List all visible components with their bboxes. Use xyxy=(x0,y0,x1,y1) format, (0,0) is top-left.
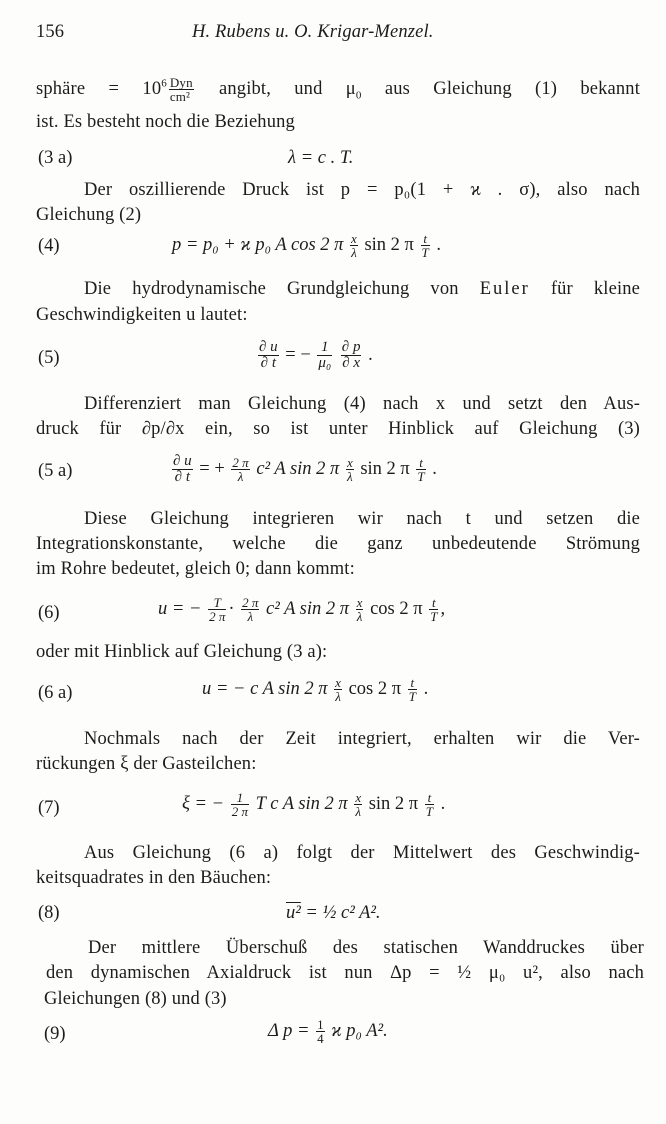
text-line: Diese Gleichung integrieren wir nach t und setzen die xyxy=(84,509,640,529)
text-line: Differenziert man Gleichung (4) nach x und setzt den Aus- xyxy=(84,394,640,414)
text-line: Integrationskonstante, welche die ganz unbedeutende Strömung xyxy=(36,534,640,554)
text-line: rückungen ξ der Gasteilchen: xyxy=(36,754,257,774)
equation-number: (7) xyxy=(38,798,60,818)
text-line: Der oszillierende Druck ist p = p₀(1 + ϰ . σ), also nach xyxy=(84,180,640,200)
text-line: Gleichungen (8) und (3) xyxy=(44,989,227,1009)
text-line: Aus Gleichung (6 a) folgt der Mittelwert des Geschwindig- xyxy=(84,843,640,863)
text-line: Die hydrodynamische Grundgleichung von Euler für kleine xyxy=(84,279,640,299)
equation-number: (6 a) xyxy=(38,683,73,703)
equation-6: u = − $\frac{T}{2 \pi}$ · $\frac{2 \pi}{\lambda}$ c² A sin 2 π $\frac{x}{\lambda}$ cos 2 π $\frac{t}{T}$ , xyxy=(158,595,446,624)
page-header xyxy=(36,20,640,44)
equation-6a: u = − c A sin 2 π $\frac{x}{\lambda}$ cos 2 π $\frac{t}{T}$ . xyxy=(202,675,429,704)
equation-5: $\frac{\partial u}{\partial t}$ = − $\frac{1}{\text{μ₀}}$ $\frac{\partial p}{\partial x}$ . xyxy=(259,339,373,371)
text-line: Nochmals nach der Zeit integriert, erhalten wir die Ver- xyxy=(84,729,640,749)
equation-number: (4) xyxy=(38,236,60,256)
equation-number: (5) xyxy=(38,348,60,368)
text-line: Gleichung (2) xyxy=(36,205,142,225)
unit-fraction: $\frac{\text{Dyn}}{\text{cm²}}$ xyxy=(169,75,193,104)
text-line: im Rohre bedeutet, gleich 0; dann kommt: xyxy=(36,559,355,579)
equation-number: (6) xyxy=(38,603,60,623)
equation-number: (5 a) xyxy=(38,461,73,481)
equation-number: (3 a) xyxy=(38,148,73,168)
equation-3a: λ = c . T. xyxy=(288,148,354,168)
equation-7: ξ = − $\frac{1}{2 \pi}$ T c A sin 2 π $\frac{x}{\lambda}$ sin 2 π $\frac{t}{T}$ . xyxy=(182,790,446,819)
running-title: H. Rubens u. O. Krigar-Menzel. xyxy=(192,22,434,42)
text-line: keitsquadrates in den Bäuchen: xyxy=(36,868,272,888)
text-line: sphäre = $10^6$ $\frac{\text{Dyn}}{\text{cm²}}$ angibt, und $\mu_0$ aus Gleichung (1) bekannt xyxy=(36,75,641,104)
equation-number: (8) xyxy=(38,903,60,923)
page-number: 156 xyxy=(36,22,65,42)
equation-8: u² = ½ c² A². xyxy=(286,903,381,923)
text-line: Geschwindigkeiten u lautet: xyxy=(36,305,248,325)
text-line: den dynamischen Axialdruck ist nun Δp = ½ μ₀ u², also nach xyxy=(46,963,644,983)
equation-9: Δ p = $\frac{1}{4}$ ϰ p₀ A². xyxy=(268,1017,388,1046)
text-line: Der mittlere Überschuß des statischen Wanddruckes über xyxy=(88,938,644,958)
equation-4: p = p₀ + ϰ p₀ A cos 2 π $\frac{x}{\lambda}$ sin 2 π $\frac{t}{T}$ . xyxy=(172,231,441,260)
text-line: druck für ∂p/∂x ein, so ist unter Hinblick auf Gleichung (3) xyxy=(36,419,640,439)
equation-5a: $\frac{\partial u}{\partial t}$ = + $\frac{2 \pi}{\lambda}$ c² A sin 2 π $\frac{x}{\lambda}$ sin 2 π $\frac{t}{T}$ . xyxy=(173,453,437,485)
equation-number: (9) xyxy=(44,1024,66,1044)
text-line: ist. Es besteht noch die Beziehung xyxy=(36,112,295,132)
text-line: oder mit Hinblick auf Gleichung (3 a): xyxy=(36,642,328,662)
author-name: Euler xyxy=(479,279,530,299)
